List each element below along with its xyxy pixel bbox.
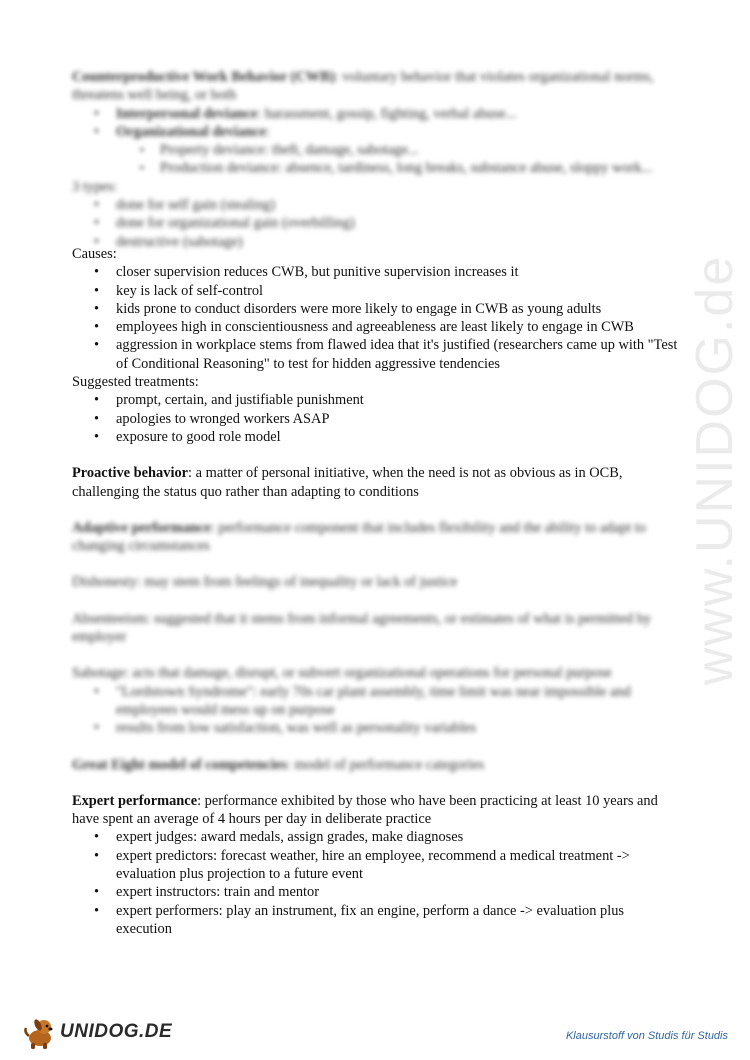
- treatments-heading: Suggested treatments:: [72, 374, 199, 391]
- list-item: • employees high in conscientiousness and agreeableness are least likely to engage in CWB: [72, 318, 682, 336]
- list-item: • Interpersonal deviance: harassment, gossip, fighting, verbal abuse...: [72, 105, 682, 123]
- causes-heading: Causes:: [72, 245, 117, 262]
- sabotage: Sabotage: acts that damage, disrupt, or subvert organizational operations for personal purpose: [72, 665, 612, 682]
- treatments-list: [72, 391, 682, 446]
- types-heading: 3 types:: [72, 178, 118, 195]
- proactive-behavior: Proactive behavior: a matter of personal initiative, when the need is not as obvious as in OCB, challenging the status quo rather than adapting to conditions: [72, 465, 623, 500]
- cwb-section: [72, 68, 682, 251]
- cwb-term: Counterproductive Work Behavior (CWB): [72, 69, 335, 85]
- logo-text: UNIDOG.DE: [60, 1021, 173, 1042]
- dog-icon: [22, 1014, 58, 1050]
- list-item: • expert performers: play an instrument, fix an engine, perform a dance -> evaluation plus execution: [72, 902, 682, 939]
- expert-list: [72, 828, 682, 938]
- absenteeism: Absenteeism: suggested that it stems from informal agreements, or estimates of what is permitted by employer: [72, 610, 652, 646]
- expert-performance: Expert performance: performance exhibited by those who have been practicing at least 10 years and have spent an average of 4 hours per day in deliberate practice: [72, 792, 658, 828]
- list-item: • exposure to good role model: [72, 428, 682, 446]
- list-item: • apologies to wronged workers ASAP: [72, 410, 682, 428]
- dishonesty: Dishonesty: may stem from feelings of inequality or lack of justice: [72, 574, 458, 591]
- cwb-definition: Counterproductive Work Behavior (CWB): voluntary behavior that violates organizational norms, threatens well being, or both: [72, 69, 654, 104]
- list-item: • destructive (sabotage): [72, 233, 682, 251]
- unidog-logo[interactable]: [22, 1012, 172, 1052]
- adaptive-performance: Adaptive performance: performance component that includes flexibility and the ability to adapt to changing circumstances: [72, 519, 646, 555]
- list-item: • expert judges: award medals, assign grades, make diagnoses: [72, 828, 682, 846]
- list-item: • expert predictors: forecast weather, hire an employee, recommend a medical treatment -> evaluation plus projection to a future event: [72, 847, 682, 884]
- blurred-middle-section: [72, 501, 682, 774]
- list-item: ▪ Production deviance: absence, tardiness, long breaks, substance abuse, sloppy work...: [72, 159, 682, 177]
- list-item: • done for organizational gain (overbilling): [72, 214, 682, 232]
- document-body: [72, 68, 682, 938]
- watermark: www.UNIDOG.de: [686, 254, 744, 686]
- list-item: • kids prone to conduct disorders were more likely to engage in CWB as young adults: [72, 300, 682, 318]
- footer-tagline: Klausurstoff von Studis für Studis: [565, 1030, 728, 1042]
- list-item: • results from low satisfaction, was well as personality variables: [72, 719, 682, 737]
- list-item: • done for self gain (stealing): [72, 196, 682, 214]
- list-item: • Organizational deviance:: [72, 123, 682, 141]
- list-item: • aggression in workplace stems from flawed idea that it's justified (researchers came up with "Test of Conditional Reasoning" to test for hidden aggressive tendencies: [72, 336, 682, 373]
- list-item: • expert instructors: train and mentor: [72, 883, 682, 901]
- great-eight: Great Eight model of competencies: model of performance categories: [72, 756, 485, 773]
- expert-term: Expert performance: [72, 792, 198, 809]
- list-item: • closer supervision reduces CWB, but punitive supervision increases it: [72, 263, 682, 281]
- list-item: • key is lack of self-control: [72, 282, 682, 300]
- proactive-term: Proactive behavior: [72, 465, 189, 482]
- list-item: ▪ Property deviance: theft, damage, sabotage...: [72, 141, 682, 159]
- list-item: • "Lordstown Syndrome": early 70s car plant assembly, time limit was near impossible and employees would mess up on purpose: [72, 683, 682, 720]
- list-item: • prompt, certain, and justifiable punishment: [72, 391, 682, 409]
- causes-list: [72, 263, 682, 373]
